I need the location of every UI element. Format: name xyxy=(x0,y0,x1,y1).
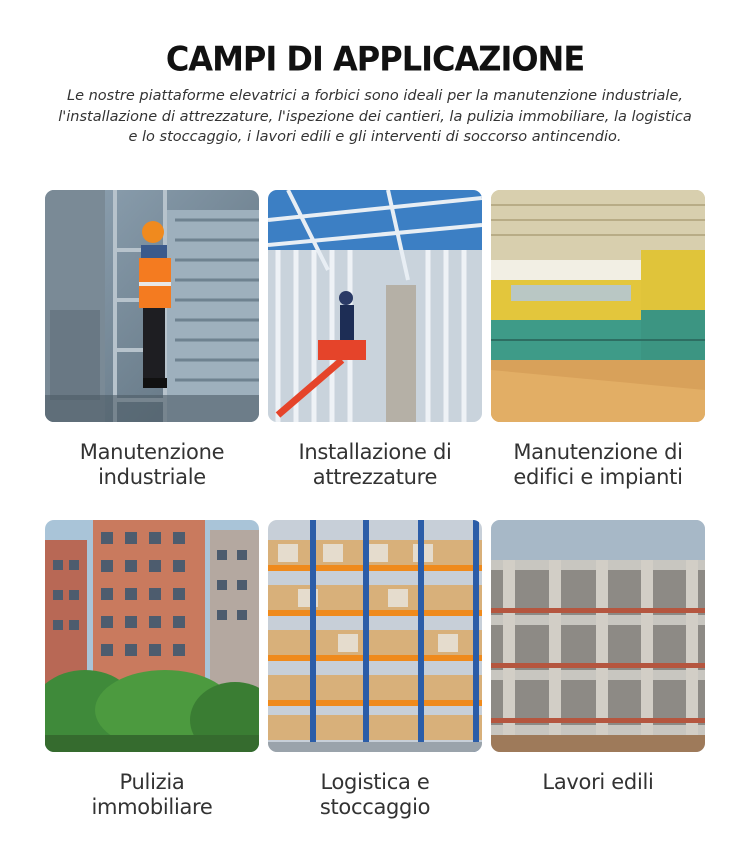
caption-line: industriale xyxy=(98,465,206,489)
caption-line: Lavori edili xyxy=(542,770,654,794)
application-card-industrial-maintenance xyxy=(45,190,259,490)
page-title: CAMPI DI APPLICAZIONE xyxy=(165,39,585,79)
building-maintenance-photo xyxy=(491,190,705,422)
logistics-storage-caption xyxy=(268,770,482,820)
intro-paragraph: Le nostre piattaforme elevatrici a forbici sono ideali per la manutenzione industriale, l'installazione di attrezzature, l'ispezione dei cantieri, la pulizia immobiliare, la logistica e lo stoccaggio, i lavori edili e gli interventi di soccorso antincendio. xyxy=(58,88,692,145)
application-card-property-cleaning xyxy=(45,520,259,820)
caption-line: Manutenzione di xyxy=(513,440,683,464)
caption-line: Installazione di xyxy=(298,440,452,464)
application-card-construction xyxy=(491,520,705,795)
application-card-logistics-storage xyxy=(268,520,482,820)
caption-line: attrezzature xyxy=(312,465,438,489)
logistics-storage-photo xyxy=(268,520,482,752)
equipment-installation-photo xyxy=(268,190,482,422)
caption-line: edifici e impianti xyxy=(513,465,683,489)
building-maintenance-caption xyxy=(491,440,705,490)
caption-line: Manutenzione xyxy=(79,440,225,464)
caption-line: Logistica e xyxy=(320,770,430,794)
industrial-maintenance-caption xyxy=(45,440,259,490)
construction-photo xyxy=(491,520,705,752)
property-cleaning-photo xyxy=(45,520,259,752)
industrial-maintenance-photo xyxy=(45,190,259,422)
construction-caption xyxy=(491,770,705,795)
property-cleaning-caption xyxy=(45,770,259,820)
caption-line: immobiliare xyxy=(91,795,213,819)
caption-line: Pulizia xyxy=(119,770,185,794)
caption-line: stoccaggio xyxy=(319,795,431,819)
equipment-installation-caption xyxy=(268,440,482,490)
application-card-equipment-installation xyxy=(268,190,482,490)
application-card-building-maintenance xyxy=(491,190,705,490)
